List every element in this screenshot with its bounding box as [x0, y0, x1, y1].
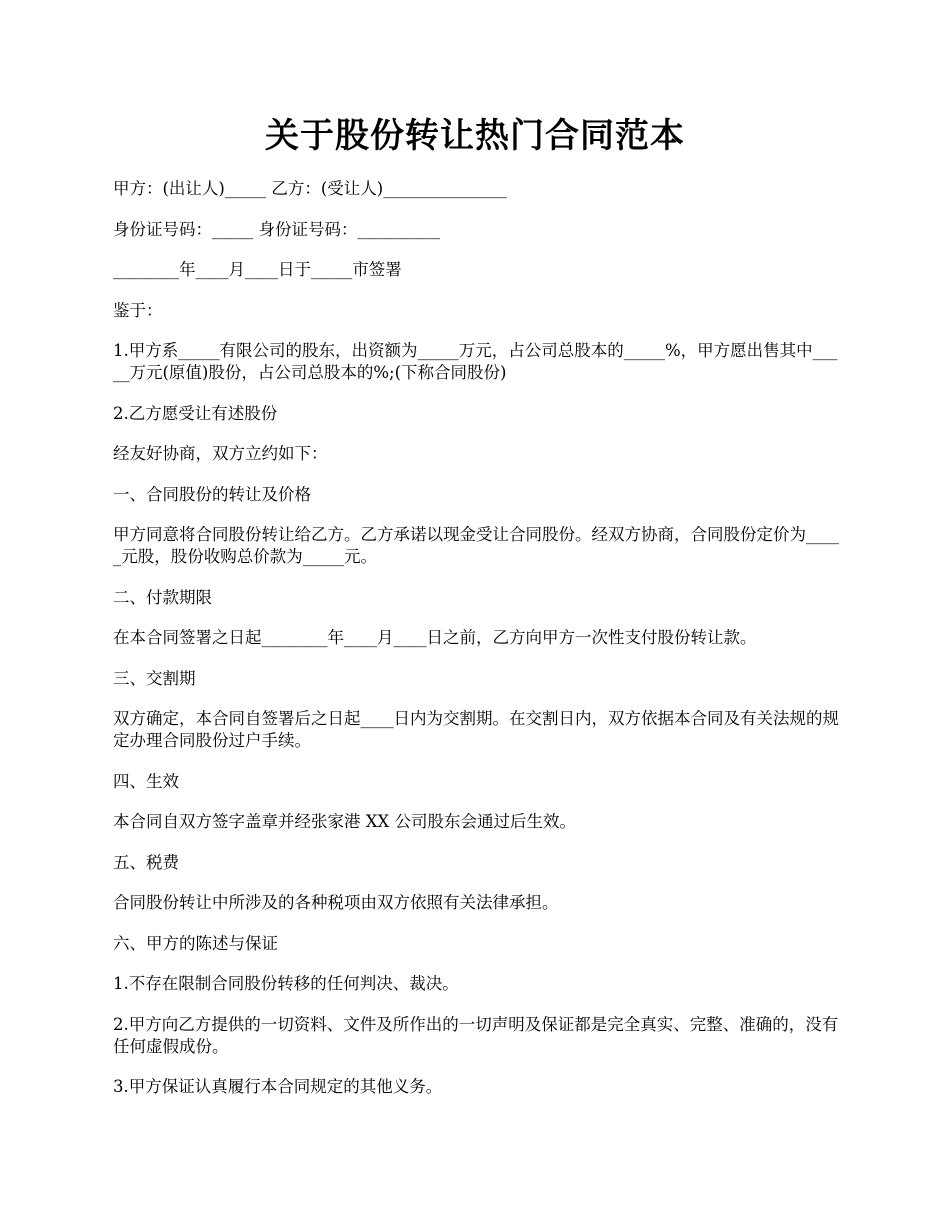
section-heading-3: 三、交割期 [113, 668, 196, 688]
section-2-text: 在本合同签署之日起________年____月____日之前，乙方向甲方一次性支付股份转让款。 [113, 628, 757, 647]
section-4-text: 本合同自双方签字盖章并经张家港 XX 公司股东会通过后生效。 [113, 812, 576, 831]
section-heading-6: 六、甲方的陈述与保证 [113, 933, 278, 953]
party-names-line: 甲方：(出让人)_____ 乙方：(受让人)_______________ [113, 179, 507, 198]
id-number-line: 身份证号码：_____ 身份证号码：__________ [113, 219, 440, 239]
section-heading-4: 四、生效 [113, 771, 179, 791]
section-6-item-1: 1.不存在限制合同股份转移的任何判决、裁决。 [113, 974, 459, 993]
signing-date-line: ________年____月____日于_____市签署 [113, 260, 402, 279]
section-1-text: 甲方同意将合同股份转让给乙方。乙方承诺以现金受让合同股份。经双方协商，合同股份定价为_____元股，股份收购总价款为_____元。 [113, 525, 839, 566]
whereas-clause-2: 2.乙方愿受让有述股份 [113, 403, 278, 423]
whereas-heading: 鉴于： [113, 300, 163, 320]
section-3-text: 双方确定，本合同自签署后之日起____日内为交割期。在交割日内，双方依据本合同及有关法规的规定办理合同股份过户手续。 [113, 709, 839, 750]
whereas-clause-1: 1.甲方系_____有限公司的股东，出资额为_____万元，占公司总股本的_____%，甲方愿出售其中_____万元(原值)股份，占公司总股本的%;(下称合同股份) [113, 341, 838, 382]
document-title: 关于股份转让热门合同范本 [265, 116, 685, 156]
document-body [113, 178, 841, 1117]
section-6-item-2: 2.甲方向乙方提供的一切资料、文件及所作出的一切声明及保证都是完全真实、完整、准确的，没有任何虚假成份。 [113, 1014, 839, 1056]
section-heading-2: 二、付款期限 [113, 587, 212, 607]
section-6-item-3: 3.甲方保证认真履行本合同规定的其他义务。 [113, 1077, 443, 1096]
section-heading-5: 五、税费 [113, 852, 179, 872]
section-heading-1: 一、合同股份的转让及价格 [113, 484, 311, 504]
section-5-text: 合同股份转让中所涉及的各种税项由双方依照有关法律承担。 [113, 893, 559, 912]
agreement-intro: 经友好协商，双方立约如下： [113, 444, 328, 463]
